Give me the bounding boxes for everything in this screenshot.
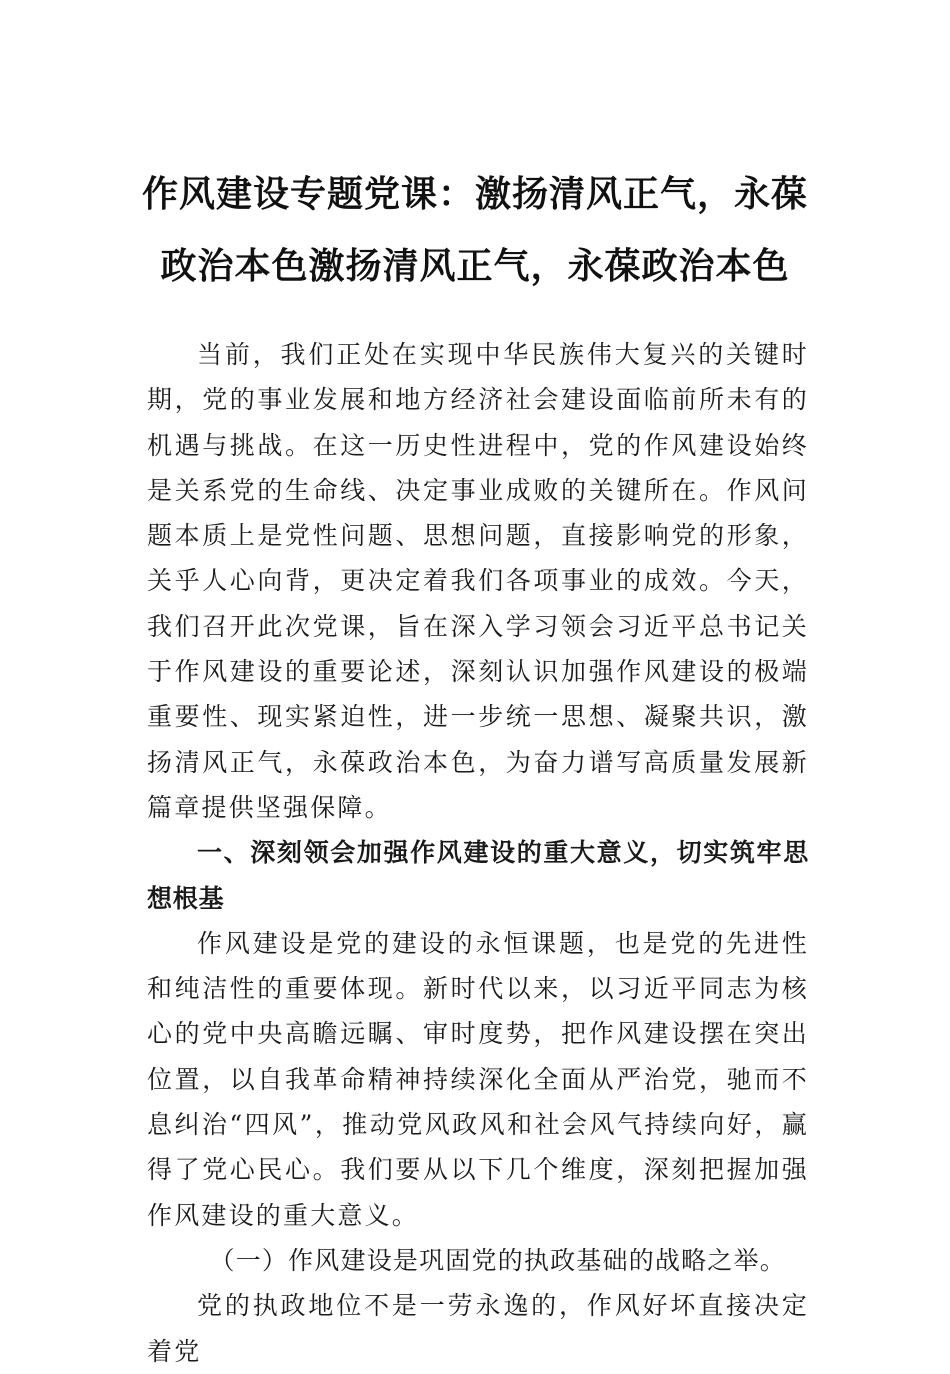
body-paragraph: 党的执政地位不是一劳永逸的，作风好坏直接决定着党 [147, 1291, 809, 1366]
subsection-heading-1: （一）作风建设是巩固党的执政基础的战略之举。 [209, 1245, 786, 1275]
section-heading-1: 一、深刻领会加强作风建设的重大意义，切实筑牢思想根基 [147, 838, 809, 913]
body-paragraph: 当前，我们正处在实现中华民族伟大复兴的关键时期，党的事业发展和地方经济社会建设面临前所未有的机遇与挑战。在这一历史性进程中，党的作风建设始终是关系党的生命线、决定事业成败的关键所在。作风问题本质上是党性问题、思想问题，直接影响党的形象，关乎人心向背，更决定着我们各项事业的成效。今天，我们召开此次党课，旨在深入学习领会习近平总书记关于作风建设的重要论述，深刻认识加强作风建设的极端重要性、现实紧迫性，进一步统一思想、凝聚共识，激扬清风正气，永葆政治本色，为奋力谱写高质量发展新篇章提供坚强保障。 [147, 340, 809, 822]
body-paragraph: 作风建设是党的建设的永恒课题，也是党的先进性和纯洁性的重要体现。新时代以来，以习近平同志为核心的党中央高瞻远瞩、审时度势，把作风建设摆在突出位置，以自我革命精神持续深化全面从严治党，驰而不息纠治“四风”，推动党风政风和社会风气持续向好，赢得了党心民心。我们要从以下几个维度，深刻把握加强作风建设的重大意义。 [147, 928, 809, 1230]
title-line-1: 作风建设专题党课：激扬清风正气，永葆 [141, 173, 808, 215]
title-line-2: 政治本色激扬清风正气，永葆政治本色 [160, 245, 790, 287]
document-title [120, 158, 830, 302]
document-body [147, 332, 809, 1374]
